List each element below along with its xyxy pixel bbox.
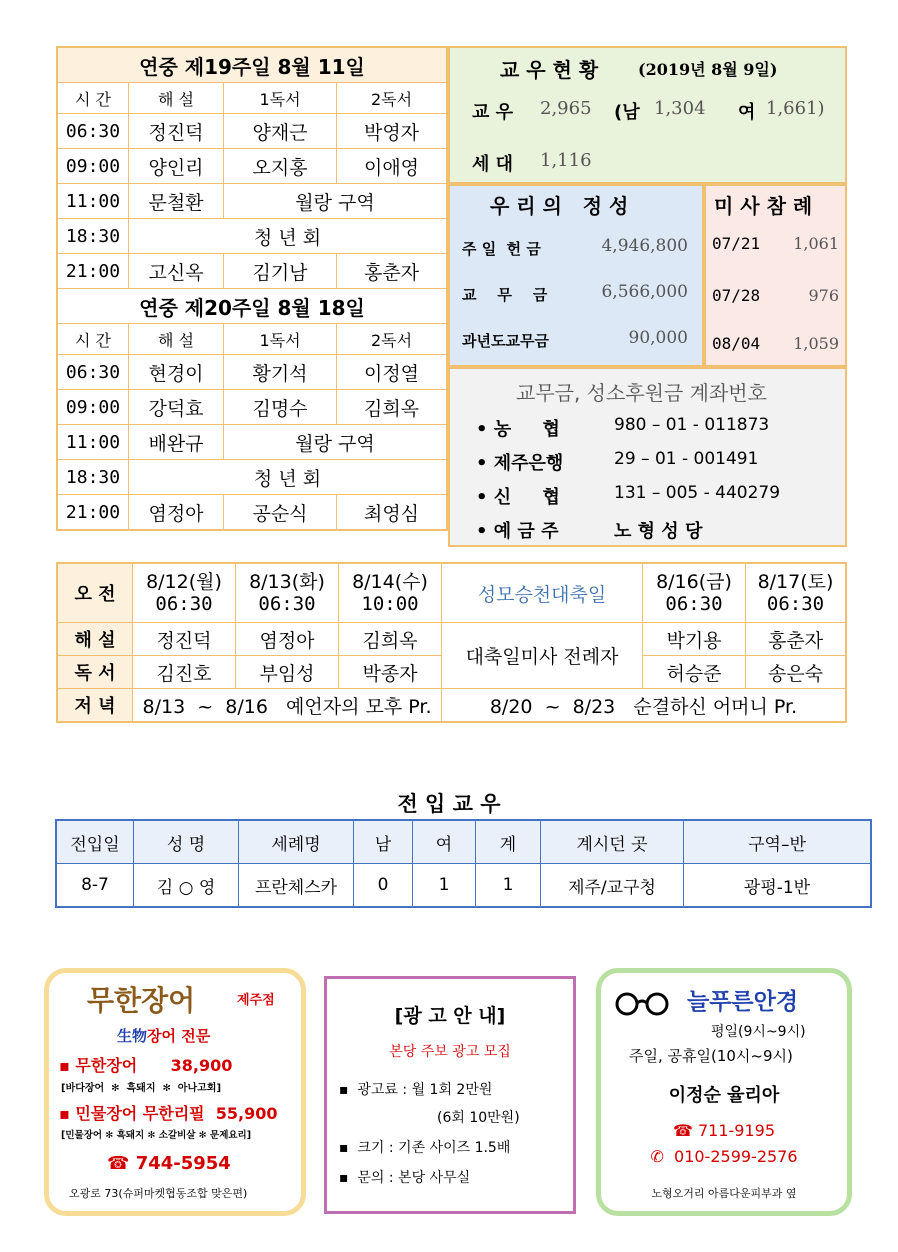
table-row: 06:30 현경이 황기석 이정열 [57, 355, 447, 390]
members-date: (2019년 8월 9일) [638, 60, 778, 79]
row-evening: 저 녁 [57, 689, 133, 723]
accounts-title: 교무금, 성소후원금 계좌번호 [516, 381, 767, 405]
eel-item-2-detail: [민물장어 ✻ 흑돼지 ✻ 소갈비살 ✻ 문제요리] [61, 1130, 252, 1141]
eel-item-2: ▪ 민물장어 무한리필 55,900 [59, 1104, 278, 1123]
optical-location: 노형오거리 아름다운피부과 옆 [651, 1187, 797, 1200]
mass-date-3: 08/04 [712, 334, 761, 353]
table-row: 09:00 양인리 오지홍 이애영 [57, 149, 447, 184]
mass-date-2: 07/28 [712, 286, 761, 305]
account-2: 29 – 01 - 001491 [614, 449, 759, 469]
week20-title: 연중 제20주일 8월 18일 [57, 289, 447, 324]
ad-notice-item-1b: (6회 10만원) [437, 1110, 520, 1126]
offering-value-3: 90,000 [628, 328, 688, 348]
account-1: 980 – 01 - 011873 [614, 415, 770, 435]
table-row: 8-7 김 ○ 영 프란체스카 0 1 1 제주/교구청 광평-1반 [56, 864, 871, 908]
row-am: 오 전 [57, 563, 133, 623]
optical-owner: 이정순 율리아 [668, 1085, 780, 1106]
mass-attendance-panel [704, 184, 847, 367]
optical-name: 늘푸른안경 [687, 989, 799, 1015]
mass-title: 미 사 참 례 [714, 194, 813, 218]
feast-note: 대축일미사 전례자 [442, 623, 643, 689]
transfer-members-table: 전입일 성 명 세례명 남 여 계 계시던 곳 구역–반 8-7 김 ○ 영 프란체스카 0 1 1 제주/교구청 광평-1반 [55, 819, 872, 908]
offering-value-1: 4,946,800 [601, 236, 688, 256]
bank-holder-label: • 예 금 주 [476, 521, 559, 542]
male-value: 1,304 [654, 98, 706, 119]
ad-notice-item-2: ▪ 크기 : 기존 사이즈 1.5배 [339, 1140, 511, 1156]
bank-holder: 노 형 성 당 [614, 521, 703, 542]
eel-phone: ☎ 744-5954 [107, 1153, 231, 1174]
day-2: 8/13(화) 06:30 [236, 563, 339, 623]
transfer-title: 전 입 교 우 [397, 792, 501, 816]
weekday-schedule-table: 오 전 8/12(월) 06:30 8/13(화) 06:30 8/14(수) 10:00 성모승천대축일 8/16(금) 06:30 8/17(토) 06:30 해 설 정진덕 염정아 김희옥 대축일미사 전례자 박기용 홍춘자 독 서 김진호 부임성 박종자 허승준 송은숙 저 녁 8/13 ~ 8/16 예언자의 모후 Pr. 8/20 ~ 8/23 순결하신 어머니 Pr. [56, 562, 847, 723]
bank-3: • 신 협 [476, 487, 560, 508]
row-reading: 독 서 [57, 656, 133, 689]
mass-date-1: 07/21 [712, 234, 761, 253]
row-commentary: 해 설 [57, 623, 133, 656]
households-value: 1,116 [540, 150, 592, 171]
table-row: 11:00 배완규 월랑 구역 [57, 425, 447, 460]
bank-2: • 제주은행 [476, 453, 564, 474]
offering-title: 우 리 의 정 성 [490, 194, 629, 218]
day-3: 8/14(수) 10:00 [339, 563, 442, 623]
bank-1: • 농 협 [476, 419, 560, 440]
day-1: 8/12(월) 06:30 [133, 563, 236, 623]
feast-name: 성모승천대축일 [442, 563, 643, 623]
members-value: 2,965 [540, 98, 592, 119]
week19-title: 연중 제19주일 8월 11일 [57, 47, 447, 83]
members-title: 교 우 현 황 [500, 58, 599, 82]
ad-notice [324, 976, 576, 1214]
mass-value-1: 1,061 [793, 234, 839, 253]
members-label: 교 우 [472, 102, 514, 123]
day-5: 8/17(토) 06:30 [746, 563, 847, 623]
eel-address: 오광로 73(슈퍼마켓협동조합 맞은편) [69, 1187, 248, 1200]
male-label: (남 [614, 102, 640, 123]
ad-notice-title: [광 고 안 내] [394, 1005, 506, 1027]
eel-item-1-detail: [바다장어 ✻ 흑돼지 ✻ 아나고회] [61, 1083, 222, 1094]
col-reading1: 1독서 [224, 83, 337, 114]
eel-restaurant-ad [44, 968, 306, 1216]
female-label: 여 [738, 102, 756, 123]
offering-label-2: 교 무 금 [462, 286, 548, 304]
ad-notice-subtitle: 본당 주보 광고 모집 [389, 1044, 511, 1060]
optical-shop-ad [596, 968, 852, 1216]
optical-phone-2: ✆ 010-2599-2576 [650, 1147, 798, 1166]
households-label: 세 대 [472, 154, 514, 175]
ad-notice-item-1: ▪ 광고료 : 월 1회 2만원 [339, 1082, 493, 1098]
eel-name: 무한장어 [87, 984, 196, 1017]
table-row: 21:00 염정아 공순식 최영심 [57, 495, 447, 531]
offering-label-1: 주 일 헌 금 [462, 240, 541, 258]
mass-schedule-table: 연중 제19주일 8월 11일 시 간 해 설 1독서 2독서 06:30 정진덕 양재근 박영자 09:00 양인리 오지홍 이애영 11:00 문철환 월랑 구역 18:30 청 년 회 21:00 고신옥 김기남 홍춘자 연중 제20주일 8월 18일 시 간 해 설 1독서 2독서 06:30 현경이 황기석 이정열 09:00 강덕효 김명수 김희옥 11:00 배완규 월랑 구역 18:30 청 년 회 21:00 염정아 공순식 최영심 [56, 46, 448, 531]
optical-hours-weekday: 평일(9시~9시) [711, 1024, 806, 1040]
optical-hours-holiday: 주일, 공휴일(10시~9시) [629, 1047, 793, 1065]
col-reading2: 2독서 [337, 83, 448, 114]
members-panel [448, 46, 847, 184]
eel-item-1: ▪ 무한장어 38,900 [59, 1056, 233, 1075]
mass-value-2: 976 [808, 286, 839, 305]
col-commentary: 해 설 [129, 83, 224, 114]
table-row: 18:30 청 년 회 [57, 219, 447, 254]
account-3: 131 – 005 - 440279 [614, 483, 781, 503]
col-time: 시 간 [57, 83, 129, 114]
female-value: 1,661) [766, 98, 825, 119]
table-row: 18:30 청 년 회 [57, 460, 447, 495]
offering-value-2: 6,566,000 [601, 282, 688, 302]
offering-label-3: 과년도교무금 [462, 332, 549, 350]
evening-prayer-2: 8/20 ~ 8/23 순결하신 어머니 Pr. [442, 689, 847, 723]
table-row: 11:00 문철환 월랑 구역 [57, 184, 447, 219]
table-row: 06:30 정진덕 양재근 박영자 [57, 114, 447, 149]
evening-prayer-1: 8/13 ~ 8/16 예언자의 모후 Pr. [133, 689, 442, 723]
glasses-icon [613, 991, 671, 1017]
table-row: 21:00 고신옥 김기남 홍춘자 [57, 254, 447, 289]
table-row: 09:00 강덕효 김명수 김희옥 [57, 390, 447, 425]
day-4: 8/16(금) 06:30 [643, 563, 746, 623]
ad-notice-item-3: ▪ 문의 : 본당 사무실 [339, 1170, 471, 1186]
mass-value-3: 1,059 [793, 334, 839, 353]
optical-phone-1: ☎ 711-9195 [672, 1121, 776, 1140]
eel-branch: 제주점 [237, 993, 275, 1008]
accounts-panel [448, 367, 847, 547]
eel-subtitle: 生物장어 전문 [117, 1027, 211, 1045]
offering-panel [448, 184, 704, 367]
